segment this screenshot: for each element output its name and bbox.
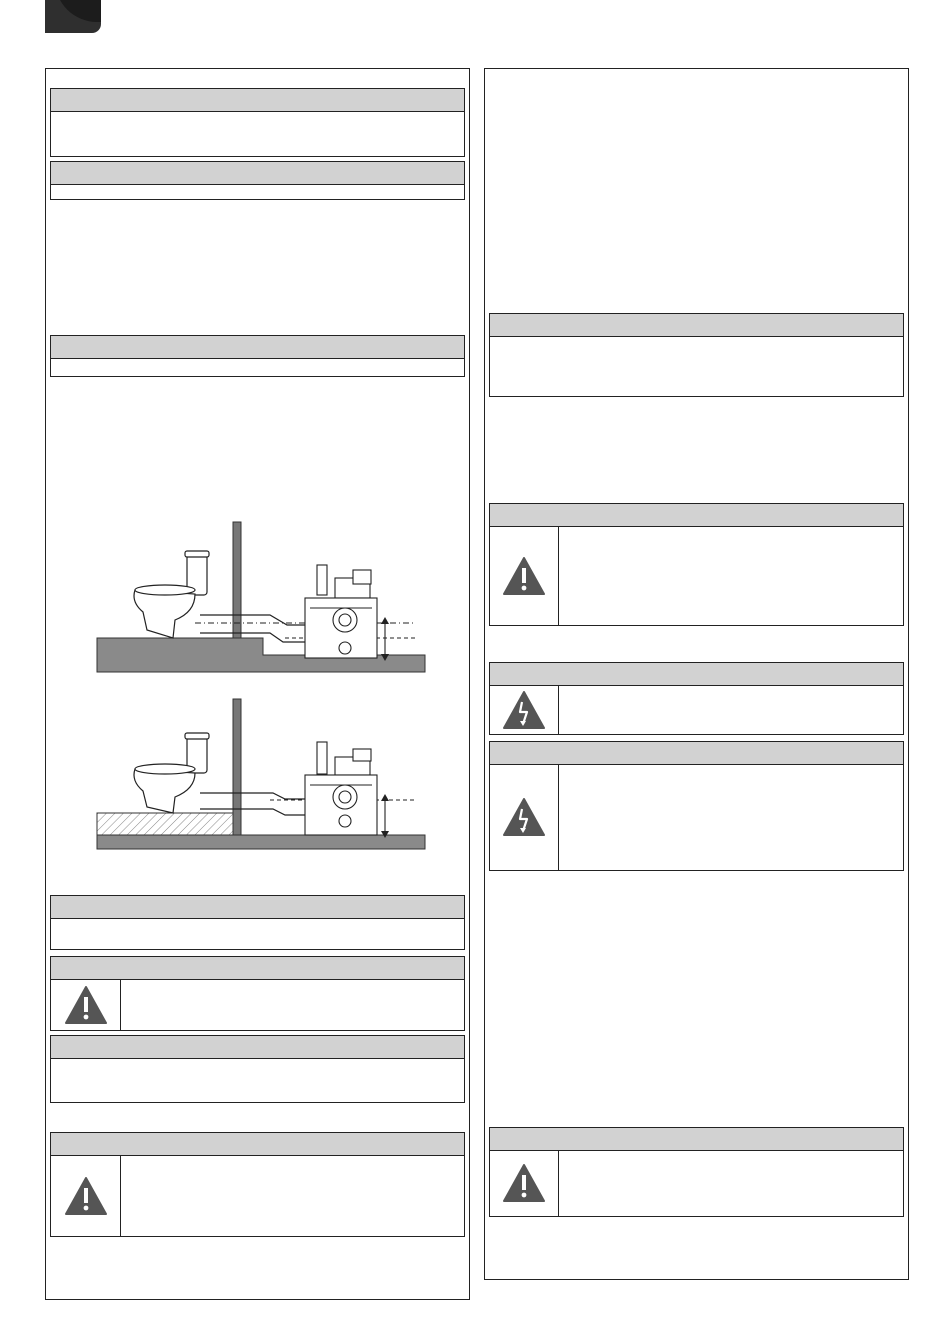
box-header (51, 957, 464, 980)
warning-exclamation-icon (64, 1176, 108, 1216)
box-header (490, 1128, 903, 1151)
info-box-4 (50, 895, 465, 950)
toilet-icon (134, 551, 209, 638)
warning-box-3 (489, 503, 904, 626)
box-header (490, 504, 903, 527)
warning-box-4 (489, 1127, 904, 1217)
warning-exclamation-icon (502, 556, 546, 596)
warning-box-2 (50, 1132, 465, 1237)
installation-diagram-platform (95, 697, 430, 852)
electric-warning-box-2 (489, 741, 904, 871)
info-box-1 (50, 88, 465, 157)
chapter-tab (45, 0, 101, 33)
box-header (51, 1133, 464, 1156)
electric-hazard-icon (502, 690, 546, 730)
toilet-icon (134, 733, 209, 813)
box-header (490, 314, 903, 337)
box-header (51, 1036, 464, 1059)
warning-box-1 (50, 956, 465, 1031)
warning-exclamation-icon (502, 1163, 546, 1203)
box-header (490, 742, 903, 765)
info-box-5 (50, 1035, 465, 1103)
left-column (45, 68, 470, 1300)
box-header (490, 663, 903, 686)
info-box-2 (50, 161, 465, 200)
pump-unit-icon (305, 742, 377, 835)
warning-exclamation-icon (64, 985, 108, 1025)
electric-hazard-icon (502, 797, 546, 837)
pump-unit-icon (305, 565, 377, 658)
box-header (51, 336, 464, 359)
info-box-3 (50, 335, 465, 377)
installation-diagram-raised-floor (95, 520, 430, 675)
box-header (51, 896, 464, 919)
box-header (51, 89, 464, 112)
info-box-6 (489, 313, 904, 397)
box-header (51, 162, 464, 185)
electric-warning-box-1 (489, 662, 904, 735)
